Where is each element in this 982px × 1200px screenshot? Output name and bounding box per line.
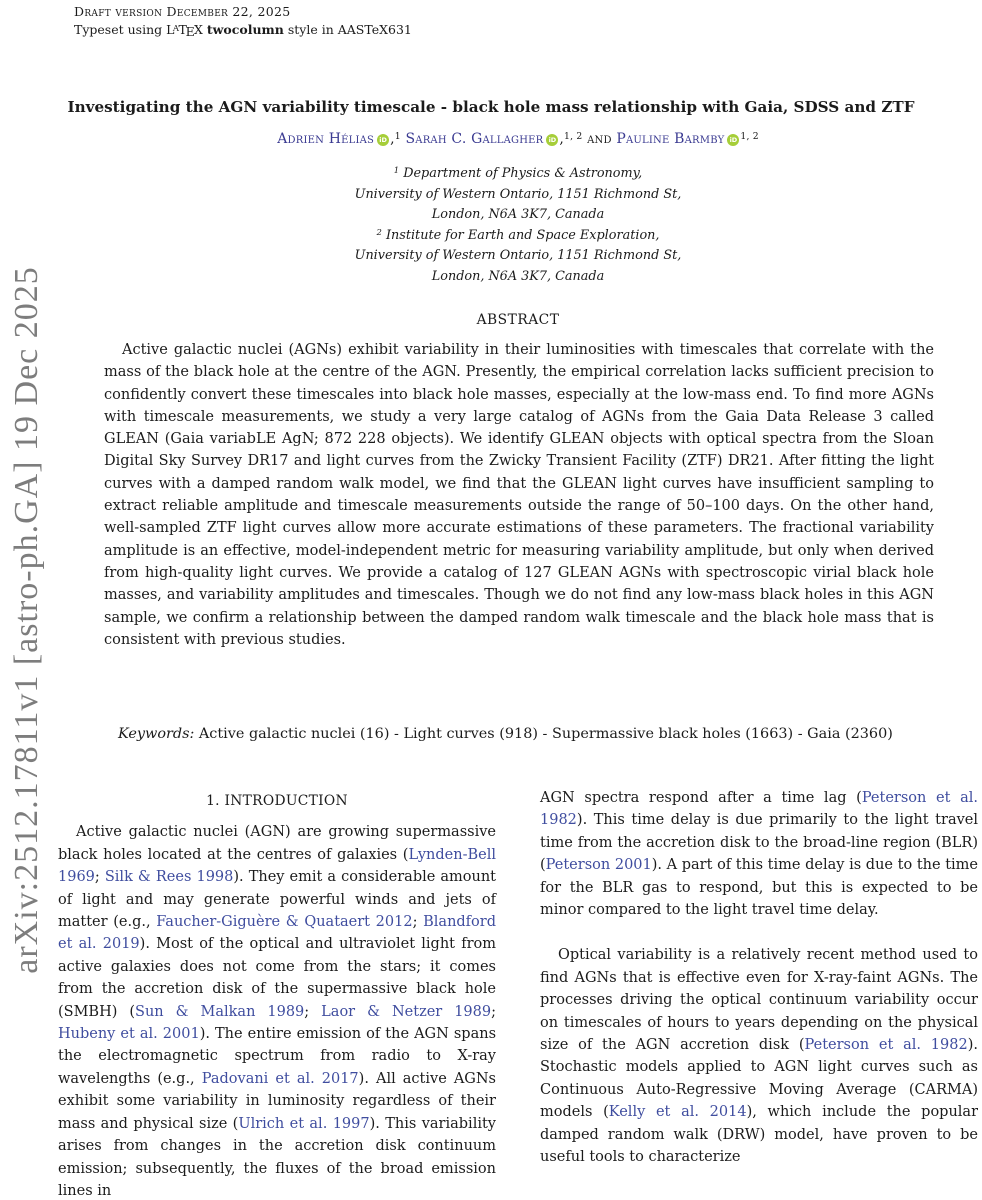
abstract-text: Active galactic nuclei (AGNs) exhibit variability in their luminosities with timescales that correlate with the mass of the black hole at the centre of the AGN. Presently, the empirical correlation lacks sufficient precision to confidently convert these timescales into black hole masses, especially at the low-mass end. To find more AGNs with timescale measurements, we study a very large catalog of AGNs from the Gaia Data Release 3 called GLEAN (Gaia variabLE AgN; 872 228 objects). We identify GLEAN objects with optical spectra from the Sloan Digital Sky Survey DR17 and light curves from the Zwicky Transient Facility (ZTF) DR21. After fitting the light curves with a damped random walk model, we find that the GLEAN light curves have insufficient sampling to extract reliable amplitude and timescale measurements outside the range of 50–100 days. On the other hand, well-sampled ZTF light curves allow more accurate estimations of these parameters. The fractional variability amplitude is an effective, model-independent metric for measuring variability amplitude, but only when derived from high-quality light curves. We provide a catalog of 127 GLEAN AGNs with spectroscopic virial black hole masses, and variability amplitudes and timescales. Though we do not find any low-mass black holes in this AGN sample, we confirm a relationship between the damped random walk timescale and the black hole mass that is consistent with previous studies. — [104, 342, 934, 648]
section-heading-introduction: 1. INTRODUCTION — [206, 793, 348, 809]
orcid-icon[interactable]: iD — [727, 134, 739, 146]
two-column-body — [58, 787, 978, 1200]
citation-link[interactable]: Lynden-Bell 1969 — [58, 846, 496, 886]
citation-link[interactable]: Peterson et al. 1982 — [540, 790, 978, 829]
citation-link[interactable]: Peterson 2001 — [545, 857, 652, 874]
right-column — [540, 787, 978, 1200]
citation-link[interactable]: Kelly et al. 2014 — [608, 1104, 747, 1121]
intro-paragraph-1: Active galactic nuclei (AGN) are growing supermassive black holes located at the centres of galaxies (Lynden-Bell 1969; Silk & Rees 1998). They emit a considerable amount of light and may generate powerful winds and jets of matter (e.g., Faucher-Giguère & Quataert 2012; Blandford et al. 2019). Most of the optical and ultraviolet light from active galaxies does not come from the stars; it comes from the accretion disk of the supermassive black hole (SMBH) (Sun & Malkan 1989; Laor & Netzer 1989; Hubeny et al. 2001). The entire emission of the AGN spans the electromagnetic spectrum from radio to X-ray wavelengths (e.g., Padovani et al. 2017). All active AGNs exhibit some variability in luminosity regardless of their mass and physical size (Ulrich et al. 1997). This variability arises from changes in the accretion disk continuum emission; subsequently, the fluxes of the broad emission lines in — [58, 824, 497, 1199]
orcid-icon[interactable]: iD — [546, 134, 558, 146]
affiliation-line: University of Western Ontario, 1151 Richmond St, — [354, 248, 682, 264]
citation-link[interactable]: Hubeny et al. 2001 — [58, 1026, 200, 1043]
citation-link[interactable]: Padovani et al. 2017 — [201, 1070, 359, 1087]
keywords-block — [118, 723, 930, 745]
arxiv-watermark: arXiv:2512.17811v1 [astro-ph.GA] 19 Dec 2025 — [8, 266, 45, 974]
citation-link[interactable]: Ulrich et al. 1997 — [238, 1115, 370, 1132]
citation-link[interactable]: Blandford et al. 2019 — [58, 914, 496, 953]
citation-link[interactable]: Peterson et al. 1982 — [804, 1037, 968, 1054]
citation-link[interactable]: Sun & Malkan 1989 — [135, 1003, 305, 1020]
keywords-text: Active galactic nuclei (16) - Light curves (918) - Supermassive black holes (1663) - Gaia (2360) — [198, 726, 893, 742]
intro-paragraph-2: AGN spectra respond after a time lag (Peterson et al. 1982). This time delay is due primarily to the light travel time from the accretion disk to the broad-line region (BLR) (Peterson 2001). A part of this time delay is due to the time for the BLR gas to respond, but this is expected to be minor compared to the light travel time delay. — [540, 790, 978, 919]
citation-link[interactable]: Laor & Netzer 1989 — [321, 1003, 492, 1020]
affiliation-line: $^2$ Institute for Earth and Space Exploration, — [376, 227, 660, 243]
citation-link[interactable]: Silk & Rees 1998 — [104, 869, 234, 886]
affiliations — [58, 164, 978, 288]
abstract-heading: ABSTRACT — [476, 312, 560, 328]
paper-title: Investigating the AGN variability timescale - black hole mass relationship with Gaia, SDSS and ZTF — [67, 98, 915, 116]
keywords-label: Keywords: — [118, 726, 195, 742]
intro-paragraph-3: Optical variability is a relatively recent method used to find AGNs that is effective even for X-ray-faint AGNs. The processes driving the optical continuum variability occur on timescales of hours to years depending on the physical size of the AGN accretion disk (Peterson et al. 1982). Stochastic models applied to AGN light curves such as Continuous Auto-Regressive Moving Average (CARMA) models (Kelly et al. 2014), which include the popular damped random walk (DRW) model, have proven to be useful tools to characterize — [540, 947, 978, 1166]
citation-link[interactable]: Faucher-Giguère & Quataert 2012 — [156, 914, 413, 931]
draft-header — [74, 3, 412, 41]
orcid-icon[interactable]: iD — [377, 134, 389, 146]
affiliation-line: $^1$ Department of Physics & Astronomy, — [393, 165, 643, 181]
draft-version-line: Draft version December 22, 2025 — [74, 4, 291, 19]
affiliation-line: London, N6A 3K7, Canada — [431, 268, 605, 284]
typeset-line: Typeset using LATEX twocolumn style in AASTeX631 — [74, 21, 412, 40]
left-column — [58, 787, 496, 1200]
author-list: Adrien Hélias iD ,$^1$ Sarah C. Gallagher iD ,$^{1, 2}$ and Pauline Barmby iD $^{1, 2}$ — [277, 131, 759, 147]
affiliation-line: University of Western Ontario, 1151 Richmond St, — [354, 186, 682, 202]
affiliation-line: London, N6A 3K7, Canada — [431, 207, 605, 223]
